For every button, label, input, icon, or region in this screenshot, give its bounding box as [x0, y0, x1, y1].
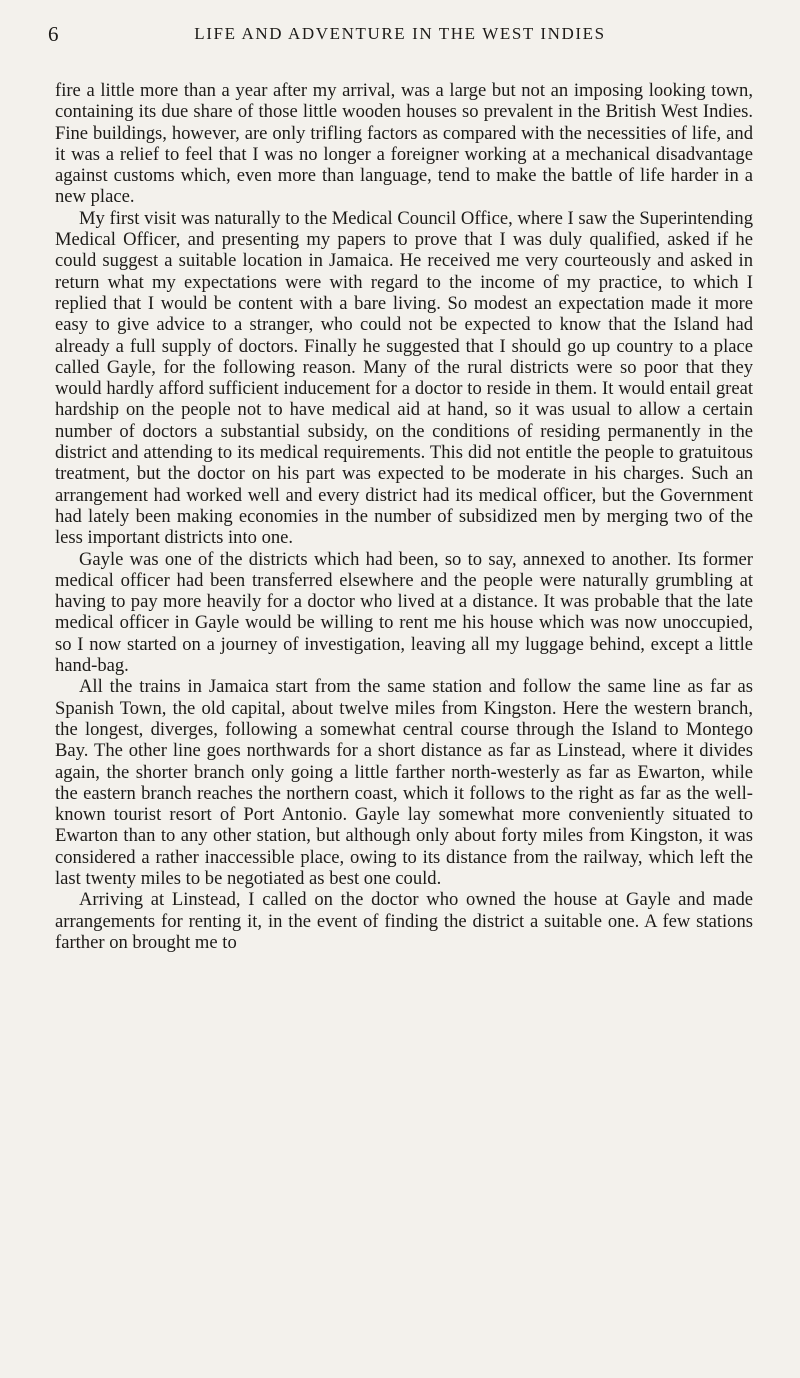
paragraph-trains: All the trains in Jamaica start from the same station and follow the same line as far as Spanish Town, the old capital, about twelve miles from Kingston. Here the western branch, the longest, diverges, following a somewhat central course through the Island to Montego Bay. The other line goes northwards for a short distance as far as Linstead, where it divides again, the shorter branch only going a little farther north-westerly as far as Ewarton, while the eastern branch reaches the northern coast, which it follows to the right as far as the well-known tourist resort of Port Antonio. Gayle lay somewhat more conveniently situated to Ewarton than to any other station, but although only about forty miles from Kingston, it was considered a rather inaccessible place, owing to its distance from the railway, which left the last twenty miles to be negotiated as best one could.	[55, 676, 753, 889]
page-header	[48, 22, 752, 46]
running-head: LIFE AND ADVENTURE IN THE WEST INDIES	[194, 24, 606, 43]
page-number: 6	[48, 22, 59, 46]
paragraph-continued: fire a little more than a year after my arrival, was a large but not an imposing looking town, containing its due share of those little wooden houses so prevalent in the British West Indies. Fine buildings, however, are only trifling factors as compared with the necessities of life, and it was a relief to feel that I was no longer a foreigner working at a mechanical disadvantage against customs which, even more than language, tend to make the battle of life harder in a new place.	[55, 80, 753, 208]
paragraph-medical-council: My first visit was naturally to the Medical Council Office, where I saw the Superintending Medical Officer, and presenting my papers to prove that I was duly qualified, asked if he could suggest a suitable location in Jamaica. He received me very courteously and asked in return what my expectations were with regard to the income of my practice, to which I replied that I would be content with a bare living. So modest an expectation made it more easy to give advice to a stranger, who could not be expected to know that the Island had already a full supply of doctors. Finally he suggested that I should go up country to a place called Gayle, for the following reason. Many of the rural districts were so poor that they would hardly afford sufficient inducement for a doctor to reside in them. It would entail great hardship on the people not to have medical aid at hand, so it was usual to allow a certain number of doctors a substantial subsidy, on the conditions of residing permanently in the district and attending to its medical requirements. This did not entitle the people to gratuitous treatment, but the doctor on his part was expected to be moderate in his charges. Such an arrangement had worked well and every district had its medical officer, but the Government had lately been making economies in the number of subsidized men by merging two of the less important districts into one.	[55, 207, 753, 549]
paragraph-gayle: Gayle was one of the districts which had been, so to say, annexed to another. Its former medical officer had been transferred elsewhere and the people were naturally grumbling at having to pay more heavily for a doctor who lived at a distance. It was probable that the late medical officer in Gayle would be willing to rent me his house which was now unoccupied, so I now started on a journey of investigation, leaving all my luggage behind, except a little hand-bag.	[55, 548, 753, 677]
paragraph-linstead: Arriving at Linstead, I called on the doctor who owned the house at Gayle and made arrangements for renting it, in the event of finding the district a suitable one. A few stations farther on brought me to	[55, 889, 753, 953]
body-text	[55, 80, 753, 953]
